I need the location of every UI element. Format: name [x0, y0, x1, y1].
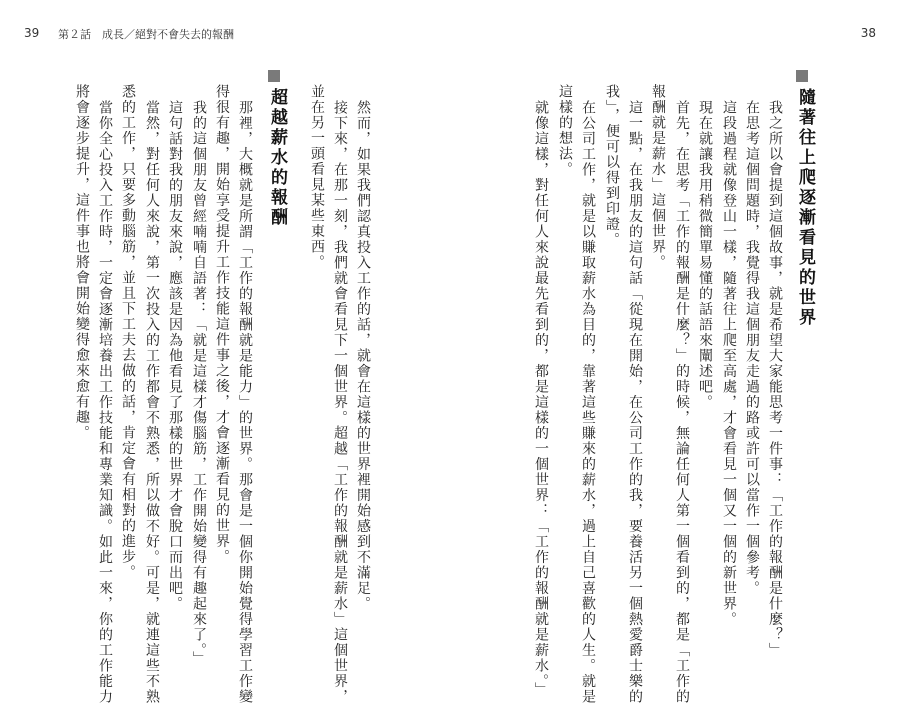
- body-column: 當你全心投入工作時，一定會逐漸培養出工作技能和專業知識。如此一來，你的工作能力: [97, 100, 113, 705]
- running-head: 第２話 成長／絕對不會失去的報酬: [58, 28, 234, 41]
- left-page-number: 39: [24, 26, 40, 40]
- body-column: 接下來，在那一刻，我們就會看見下一個世界。超越「工作的報酬就是薪水」這個世界，: [332, 100, 348, 705]
- body-column: 在思考這個問題時，我覺得我這個朋友走過的路或許可以當作一個參考。: [744, 100, 760, 596]
- body-column: 這段過程就像登山一樣，隨著往上爬至高處，才會看見一個又一個的新世界。: [721, 100, 737, 627]
- body-column: 得很有趣，開始享受提升工作技能這件事之後，才會逐漸看見的世界。: [214, 84, 230, 565]
- body-column: 那裡，大概就是所謂「工作的報酬就是能力」的世界。那會是一個你開始覺得學習工作變: [237, 100, 253, 705]
- body-column: 我之所以會提到這個故事，就是希望大家能思考一件事：「工作的報酬是什麼？」: [767, 100, 783, 658]
- heading-square-icon: [268, 70, 280, 82]
- body-column: 悉的工作，只要多動腦筋，並且下工夫去做的話，肯定會有相對的進步。: [120, 84, 136, 580]
- right-page-number: 38: [860, 26, 876, 40]
- body-column: 這一點，在我朋友的這句話「從現在開始，在公司工作的我，要養活另一個熱愛爵士樂的: [627, 100, 643, 705]
- body-column: 我的這個朋友曾經喃喃自語著：「就是這樣才傷腦筋，工作開始變得有趣起來了。」: [191, 100, 207, 667]
- body-column: 報酬就是薪水」這個世界。: [650, 84, 666, 270]
- body-column: 當然，對任何人來說，第一次投入的工作都會不熟悉，所以做不好。可是，就連這些不熟: [144, 100, 160, 705]
- body-column: 在公司工作，就是以賺取薪水為目的，靠著這些賺來的薪水，過上自己喜歡的人生。就是: [580, 100, 596, 705]
- body-column: 首先，在思考「工作的報酬是什麼？」的時候，無論任何人第一個看到的，都是「工作的: [674, 100, 690, 705]
- right-section-heading: 隨著往上爬逐漸看見的世界: [795, 88, 815, 328]
- left-section-heading: 超越薪水的報酬: [267, 88, 287, 228]
- body-column: 將會逐步提升，這件事也將會開始變得愈來愈有趣。: [74, 84, 90, 441]
- body-column: 並在另一頭看見某些東西。: [309, 84, 325, 270]
- body-column: 我」，便可以得到印證。: [604, 84, 620, 248]
- body-column: 這句話對我的朋友來說，應該是因為他看見了那樣的世界才會脫口而出吧。: [167, 100, 183, 612]
- body-column: 現在就讓我用稍微簡單易懂的話語來闡述吧。: [697, 100, 713, 410]
- heading-square-icon: [796, 70, 808, 82]
- body-column: 這樣的想法。: [557, 84, 573, 177]
- body-column: 然而，如果我們認真投入工作的話，就會在這樣的世界裡開始感到不滿足。: [355, 100, 371, 612]
- body-column: 就像這樣，對任何人來說最先看到的，都是這樣的一個世界：「工作的報酬就是薪水。」: [533, 100, 549, 698]
